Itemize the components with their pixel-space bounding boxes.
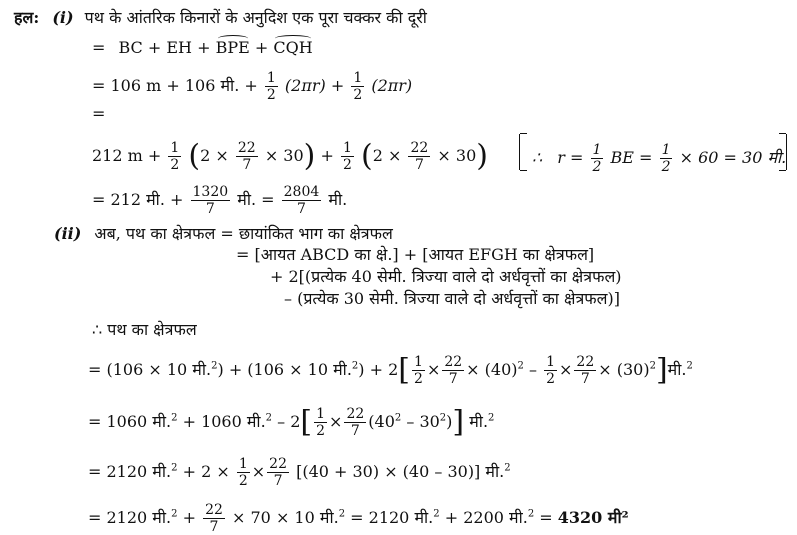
fraction-22-7: $\frac{22}{7}$	[410, 140, 429, 173]
area-line-2: = 1060 मी.$^2$ + 1060 मी.$^2$ – 2[ $\frac{1}{2}$ × $\frac{22}{7}$ $(40^2 - 30^2)$] मी.$^2$	[88, 404, 495, 440]
fraction-half: $\frac{1}{2}$	[266, 70, 276, 103]
part-ii-marker: (ii)	[54, 224, 82, 243]
part-ii-line-5: ∴ पथ का क्षेत्रफल	[92, 320, 197, 339]
area-line-3: = 2120 मी.$^2$ + 2 × $\frac{1}{2}$ × $\frac{22}{7}$ [(40 + 30) × (40 – 30)] मी.$^2$	[88, 456, 511, 489]
part-ii-line-2: = [आयत ABCD का क्षे.] + [आयत EFGH का क्षेत्रफल]	[236, 245, 595, 264]
part-ii-line-3: + 2[(प्रत्येक 40 सेमी. त्रिज्या वाले दो अर्धवृत्तों का क्षेत्रफल)	[270, 267, 622, 286]
eq-line-1: = BC + EH + BPE + CQH	[92, 38, 313, 57]
solution-label: हल:	[14, 8, 40, 27]
part-ii-line-4: – (प्रत्येक 30 सेमी. त्रिज्या वाले दो अर्धवृत्तों का क्षेत्रफल)]	[284, 289, 620, 308]
fraction-22-7: $\frac{22}{7}$	[237, 140, 256, 173]
reason-note: ∴ r = $\frac{1}{2}$ BE = $\frac{1}{2}$ × 60 = 30 मी.	[532, 142, 787, 175]
eq-line-4: 212 m + $\frac{1}{2}$ (2 × $\frac{22}{7}$ × 30) + $\frac{1}{2}$ (2 × $\frac{22}{7}$ × 30)	[92, 138, 488, 174]
part-i-marker: (i)	[52, 8, 74, 27]
part-ii-line-1: (ii) अब, पथ का क्षेत्रफल = छायांकित भाग का क्षेत्रफल	[54, 224, 393, 243]
final-answer: 4320 मी²	[557, 508, 629, 527]
eq-line-3: =	[92, 104, 106, 123]
fraction-half: $\frac{1}{2}$	[592, 142, 602, 175]
fraction-half: $\frac{1}{2}$	[353, 70, 363, 103]
fraction-half: $\frac{1}{2}$	[170, 140, 180, 173]
fraction-1320-7: $\frac{1320}{7}$	[192, 184, 229, 217]
fraction-half: $\frac{1}{2}$	[342, 140, 352, 173]
arc-cqh: CQH	[273, 38, 313, 57]
fraction-2804-7: $\frac{2804}{7}$	[283, 184, 320, 217]
area-line-1: = (106 × 10 मी.$^2$) + (106 × 10 मी.$^2$) + 2[ $\frac{1}{2}$ × $\frac{22}{7}$ × $(40)^2$ – $\frac{1}{2}$ × $\frac{22}{7}$ × $(30)^2]मी.^2$	[88, 352, 693, 388]
fraction-half: $\frac{1}{2}$	[661, 142, 671, 175]
eq-line-2: = 106 m + 106 मी. + $\frac{1}{2}$ (2πr) + $\frac{1}{2}$ (2πr)	[92, 70, 413, 103]
area-line-4: = 2120 मी.$^2$ + $\frac{22}{7}$ × 70 × 10 मी.$^2$ = 2120 मी.$^2$ + 2200 मी.$^2$ = 4320 मी²	[88, 502, 629, 535]
eq-line-5: = 212 मी. + $\frac{1320}{7}$ मी. = $\frac{2804}{7}$ मी.	[92, 184, 348, 217]
arc-bpe: BPE	[215, 38, 250, 57]
solution-intro-line	[14, 8, 427, 28]
part-i-intro: पथ के आंतरिक किनारों के अनुदिश एक पूरा चक्कर की दूरी	[84, 8, 427, 27]
